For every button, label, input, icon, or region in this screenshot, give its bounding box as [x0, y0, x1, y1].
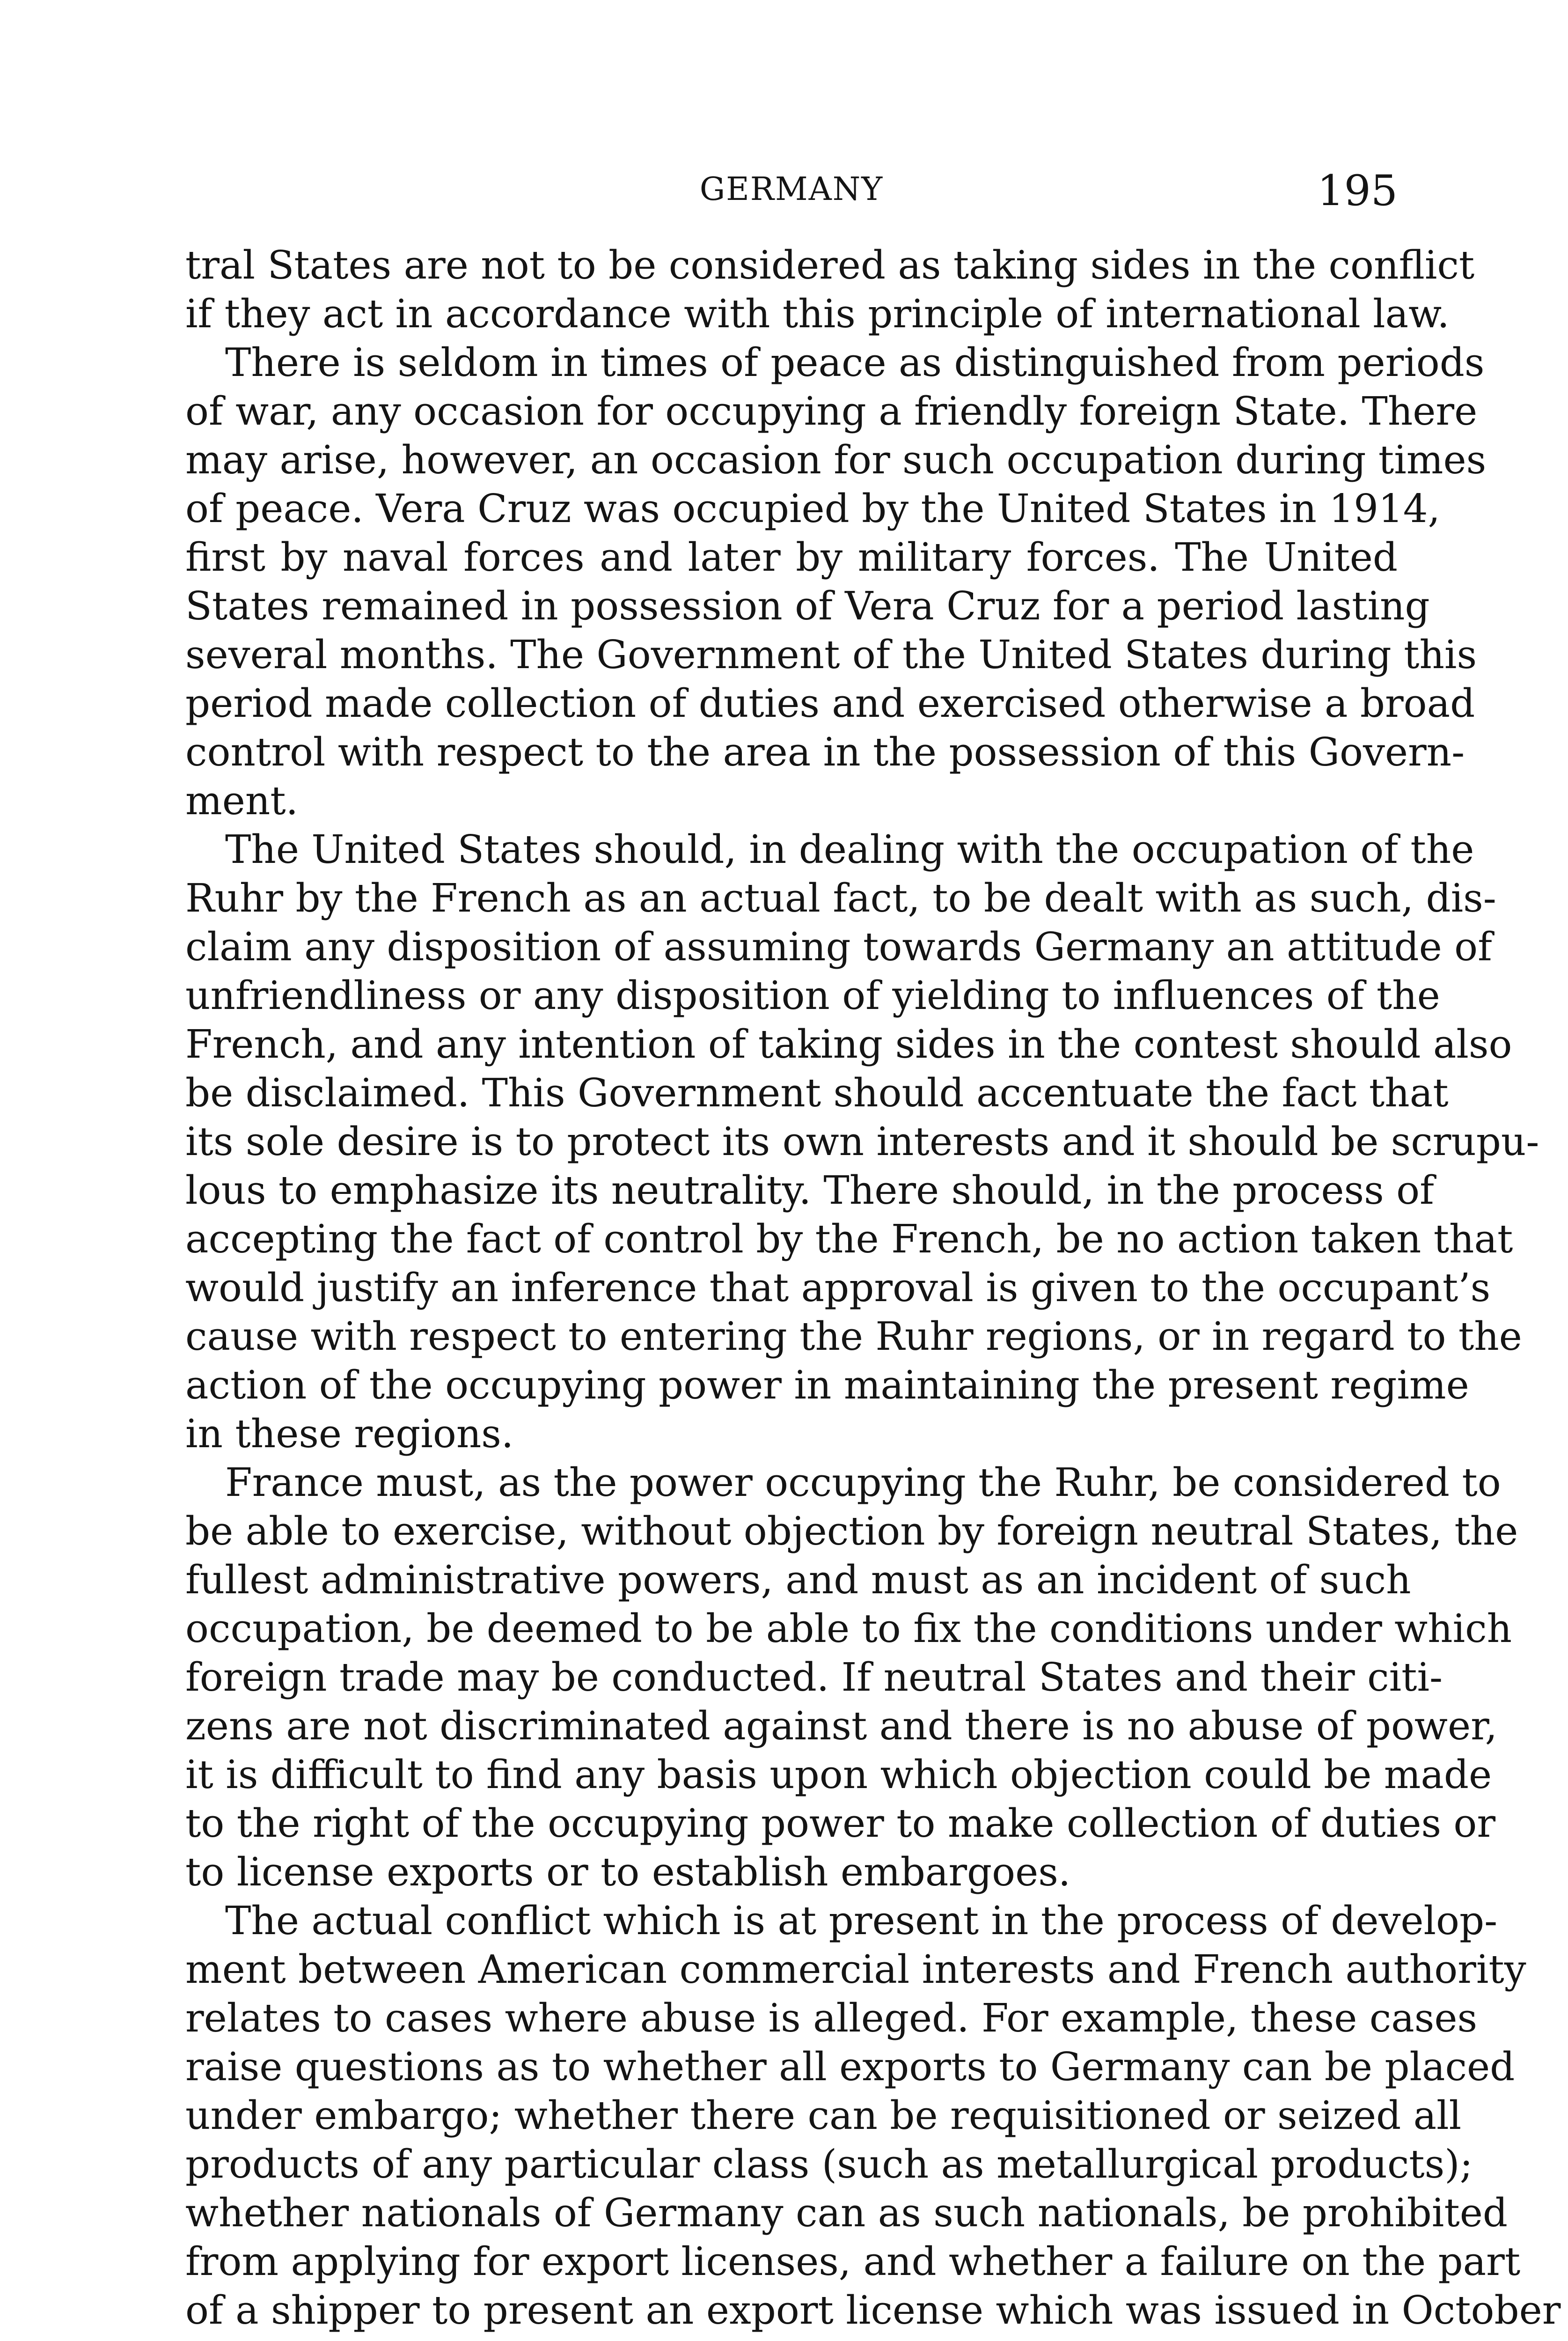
text-line: unfriendliness or any disposition of yielding to influences of the [185, 973, 1440, 1018]
text-line: ment. [185, 778, 299, 824]
text-line: France must, as the power occupying the Ruhr, be considered to [225, 1460, 1501, 1505]
running-head [185, 166, 1398, 218]
text-line: whether nationals of Germany can as such nationals, be prohibited [185, 2190, 1508, 2236]
text-line: fullest administrative powers, and must as an incident of such [185, 1557, 1411, 1603]
text-line: be disclaimed. This Government should accentuate the fact that [185, 1070, 1449, 1116]
text-line: French, and any intention of taking sides in the contest should also [185, 1022, 1512, 1067]
text-line: There is seldom in times of peace as distinguished from periods [225, 340, 1485, 385]
text-line: of peace. Vera Cruz was occupied by the United States in 1914, [185, 486, 1440, 531]
text-line: in these regions. [185, 1411, 514, 1457]
text-line: The United States should, in dealing with the occupation of the [225, 827, 1474, 872]
text-line: ment between American commercial interests and French authority [185, 1947, 1526, 1992]
text-line: first by naval forces and later by military forces. The United [185, 535, 1398, 580]
text-line: it is difficult to find any basis upon which objection could be made [185, 1752, 1492, 1797]
text-line: raise questions as to whether all exports to Germany can be placed [185, 2044, 1515, 2090]
text-line: of war, any occasion for occupying a friendly foreign State. There [185, 389, 1478, 434]
text-line: States remained in possession of Vera Cruz for a period lasting [185, 583, 1430, 629]
text-line: tral States are not to be considered as taking sides in the conflict [185, 243, 1475, 288]
text-line: occupation, be deemed to be able to fix the conditions under which [185, 1606, 1512, 1651]
text-line: be able to exercise, without objection by foreign neutral States, the [185, 1509, 1518, 1554]
text-line: The actual conflict which is at present in the process of develop- [225, 1898, 1498, 1943]
text-line: action of the occupying power in maintaining the present regime [185, 1362, 1469, 1408]
text-line: relates to cases where abuse is alleged. For example, these cases [185, 1995, 1478, 2041]
page-number: 195 [1317, 166, 1398, 215]
text-line: under embargo; whether there can be requisitioned or seized all [185, 2093, 1462, 2138]
paragraph [185, 241, 1475, 339]
body-text [185, 241, 1561, 2335]
text-line: Ruhr by the French as an actual fact, to be dealt with as such, dis- [185, 876, 1496, 921]
paragraph [185, 825, 1539, 1458]
paragraph [185, 1458, 1518, 1897]
running-title: GERMANY [699, 171, 884, 208]
text-line: its sole desire is to protect its own interests and it should be scrupu- [185, 1119, 1539, 1164]
text-line: accepting the fact of control by the French, be no action taken that [185, 1216, 1513, 1262]
text-line: to the right of the occupying power to make collection of duties or [185, 1801, 1496, 1846]
text-line: several months. The Government of the United States during this [185, 632, 1477, 677]
text-line: zens are not discriminated against and there is no abuse of power, [185, 1703, 1498, 1749]
text-line: claim any disposition of assuming towards Germany an attitude of [185, 924, 1492, 970]
paragraph [185, 339, 1487, 825]
text-line: from applying for export licenses, and whether a failure on the part [185, 2239, 1521, 2284]
text-line: lous to emphasize its neutrality. There should, in the process of [185, 1168, 1434, 1213]
text-line: control with respect to the area in the possession of this Govern- [185, 729, 1465, 775]
text-line: products of any particular class (such as metallurgical products); [185, 2142, 1473, 2187]
text-line: of a shipper to present an export license which was issued in October [185, 2288, 1561, 2333]
text-line: period made collection of duties and exercised otherwise a broad [185, 681, 1475, 726]
text-line: cause with respect to entering the Ruhr regions, or in regard to the [185, 1314, 1522, 1359]
text-line: to license exports or to establish embargoes. [185, 1849, 1071, 1895]
text-line: would justify an inference that approval is given to the occupant’s [185, 1265, 1491, 1310]
text-line: may arise, however, an occasion for such occupation during times [185, 437, 1487, 483]
paragraph [185, 1897, 1561, 2335]
text-line: if they act in accordance with this principle of international law. [185, 291, 1450, 337]
text-line: foreign trade may be conducted. If neutral States and their citi- [185, 1655, 1443, 1700]
